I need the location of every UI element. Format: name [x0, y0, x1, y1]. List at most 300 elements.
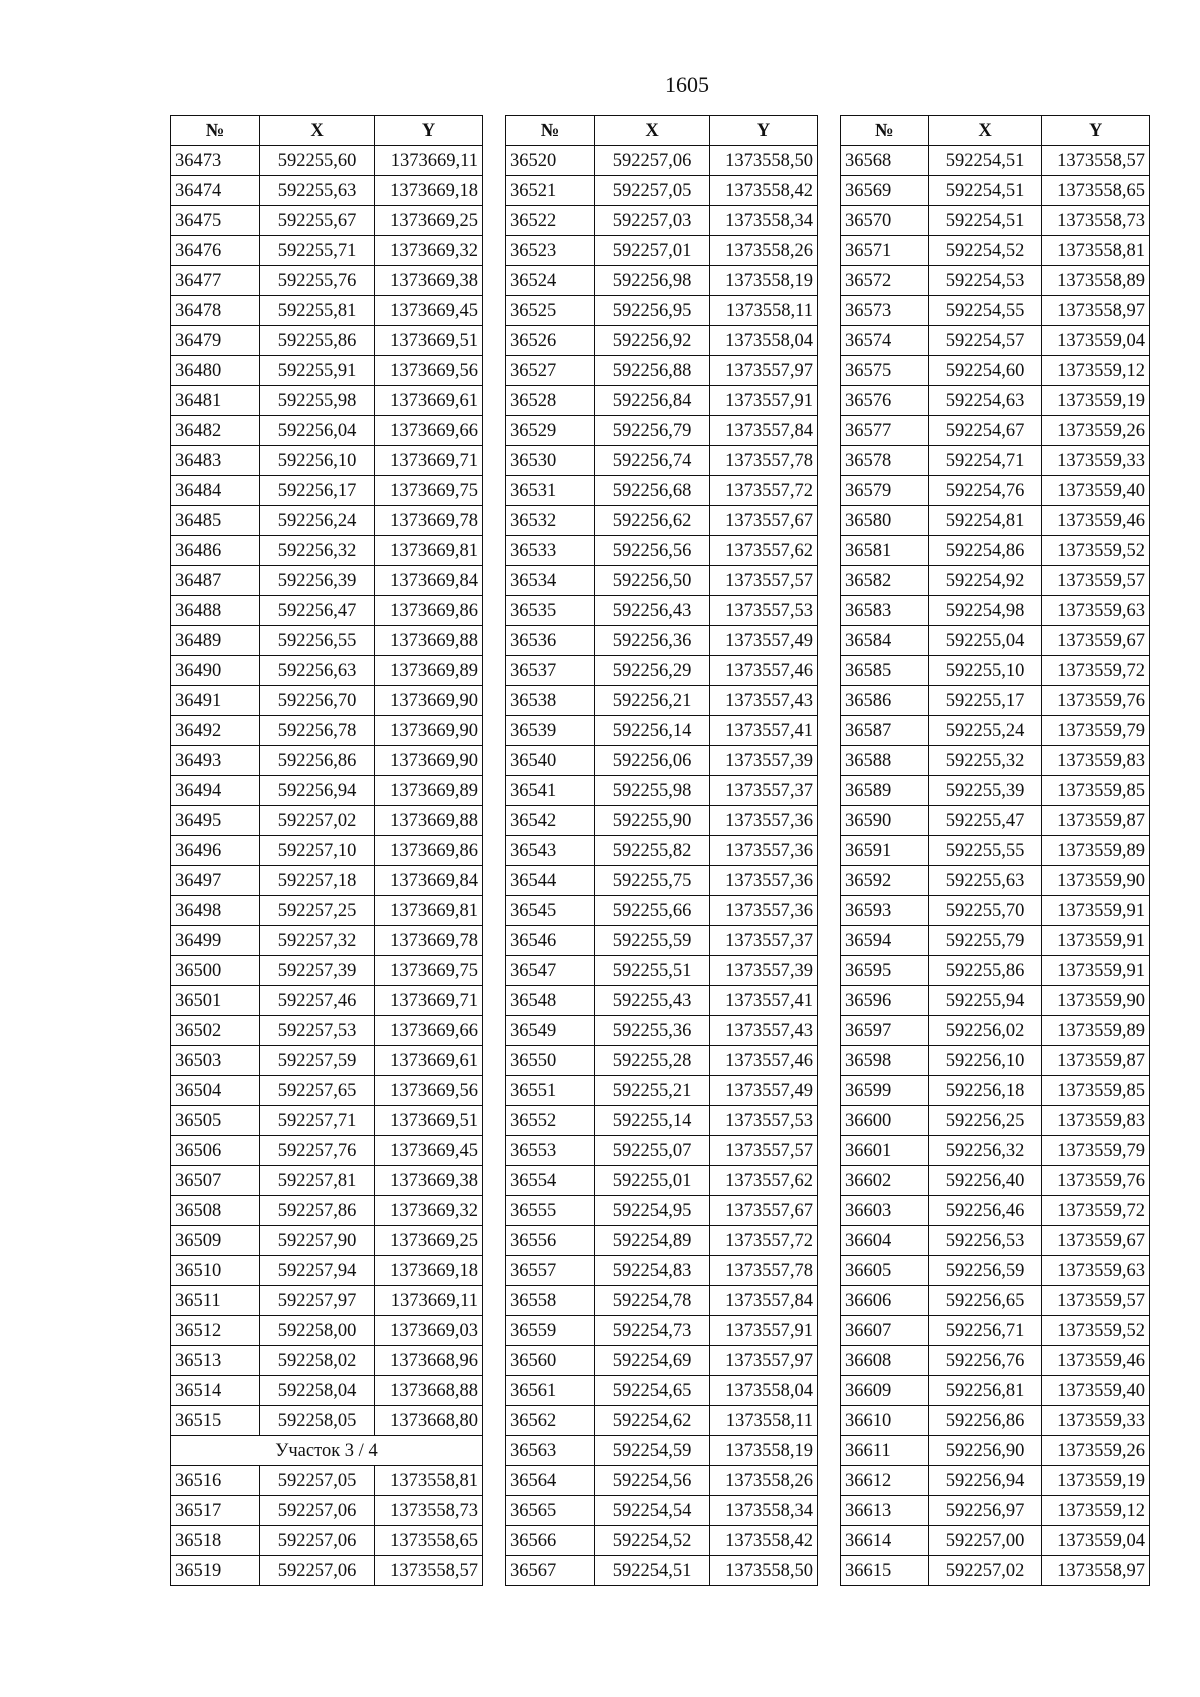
point-number-cell: 36515: [171, 1406, 260, 1436]
y-coordinate-cell: 1373559,83: [1042, 1106, 1150, 1136]
y-coordinate-cell: 1373559,79: [1042, 716, 1150, 746]
x-coordinate-cell: 592256,94: [928, 1466, 1042, 1496]
x-coordinate-cell: 592254,62: [595, 1406, 710, 1436]
x-coordinate-cell: 592254,98: [928, 596, 1042, 626]
point-number-cell: 36478: [171, 296, 260, 326]
y-coordinate-cell: 1373669,11: [375, 1286, 483, 1316]
y-coordinate-cell: 1373669,51: [375, 326, 483, 356]
table-row: [171, 1496, 483, 1526]
x-coordinate-cell: 592256,98: [595, 266, 710, 296]
point-number-cell: 36529: [506, 416, 595, 446]
x-coordinate-cell: 592256,47: [260, 596, 375, 626]
x-coordinate-cell: 592255,76: [260, 266, 375, 296]
point-number-cell: 36583: [841, 596, 929, 626]
point-number-cell: 36527: [506, 356, 595, 386]
x-coordinate-cell: 592256,71: [928, 1316, 1042, 1346]
table-row: [506, 1406, 818, 1436]
y-coordinate-cell: 1373558,11: [710, 1406, 818, 1436]
x-coordinate-cell: 592255,79: [928, 926, 1042, 956]
x-coordinate-cell: 592255,70: [928, 896, 1042, 926]
point-number-cell: 36483: [171, 446, 260, 476]
x-coordinate-cell: 592254,53: [928, 266, 1042, 296]
x-coordinate-cell: 592257,97: [260, 1286, 375, 1316]
point-number-cell: 36603: [841, 1196, 929, 1226]
x-coordinate-cell: 592254,76: [928, 476, 1042, 506]
point-number-cell: 36561: [506, 1376, 595, 1406]
table-row: [506, 866, 818, 896]
x-coordinate-cell: 592255,39: [928, 776, 1042, 806]
point-number-cell: 36614: [841, 1526, 929, 1556]
x-coordinate-cell: 592256,46: [928, 1196, 1042, 1226]
table-row: [506, 1496, 818, 1526]
point-number-cell: 36554: [506, 1166, 595, 1196]
point-number-cell: 36556: [506, 1226, 595, 1256]
x-coordinate-cell: 592254,92: [928, 566, 1042, 596]
x-coordinate-cell: 592256,06: [595, 746, 710, 776]
point-number-cell: 36571: [841, 236, 929, 266]
y-coordinate-cell: 1373669,38: [375, 266, 483, 296]
x-coordinate-cell: 592254,83: [595, 1256, 710, 1286]
x-coordinate-cell: 592254,52: [595, 1526, 710, 1556]
point-number-cell: 36598: [841, 1046, 929, 1076]
table-row: [841, 1316, 1150, 1346]
point-number-cell: 36509: [171, 1226, 260, 1256]
table-row: [841, 1076, 1150, 1106]
y-coordinate-cell: 1373669,78: [375, 926, 483, 956]
table-row: [841, 1196, 1150, 1226]
point-number-cell: 36502: [171, 1016, 260, 1046]
point-number-cell: 36513: [171, 1346, 260, 1376]
table-row: [171, 1226, 483, 1256]
x-coordinate-cell: 592255,81: [260, 296, 375, 326]
table-row: [506, 746, 818, 776]
x-coordinate-cell: 592255,91: [260, 356, 375, 386]
x-coordinate-cell: 592255,36: [595, 1016, 710, 1046]
point-number-cell: 36493: [171, 746, 260, 776]
y-coordinate-cell: 1373669,88: [375, 626, 483, 656]
table-row: [506, 236, 818, 266]
x-coordinate-cell: 592255,63: [928, 866, 1042, 896]
point-number-cell: 36588: [841, 746, 929, 776]
table-row: [841, 1016, 1150, 1046]
y-coordinate-cell: 1373669,11: [375, 146, 483, 176]
y-coordinate-cell: 1373558,26: [710, 236, 818, 266]
y-coordinate-cell: 1373559,76: [1042, 1166, 1150, 1196]
y-coordinate-cell: 1373557,91: [710, 1316, 818, 1346]
point-number-cell: 36532: [506, 506, 595, 536]
point-number-cell: 36498: [171, 896, 260, 926]
x-coordinate-cell: 592257,65: [260, 1076, 375, 1106]
table-row: [841, 626, 1150, 656]
table-row: [841, 1376, 1150, 1406]
table-row: [506, 476, 818, 506]
point-number-cell: 36499: [171, 926, 260, 956]
y-coordinate-cell: 1373557,97: [710, 1346, 818, 1376]
point-number-cell: 36524: [506, 266, 595, 296]
table-row: [841, 356, 1150, 386]
x-coordinate-cell: 592256,97: [928, 1496, 1042, 1526]
x-coordinate-cell: 592255,98: [595, 776, 710, 806]
table-row: [171, 1346, 483, 1376]
point-number-cell: 36552: [506, 1106, 595, 1136]
y-coordinate-cell: 1373558,97: [1042, 296, 1150, 326]
x-coordinate-cell: 592256,76: [928, 1346, 1042, 1376]
point-number-cell: 36565: [506, 1496, 595, 1526]
table-row: [171, 176, 483, 206]
x-coordinate-cell: 592254,71: [928, 446, 1042, 476]
y-coordinate-cell: 1373559,63: [1042, 596, 1150, 626]
table-row: [506, 1106, 818, 1136]
table-row: [506, 896, 818, 926]
y-coordinate-cell: 1373558,73: [1042, 206, 1150, 236]
point-number-cell: 36479: [171, 326, 260, 356]
y-coordinate-cell: 1373557,67: [710, 1196, 818, 1226]
table-row: [841, 1226, 1150, 1256]
y-coordinate-cell: 1373557,62: [710, 536, 818, 566]
table-row: [506, 1376, 818, 1406]
table-row: [506, 326, 818, 356]
point-number-cell: 36496: [171, 836, 260, 866]
table-row: [171, 1046, 483, 1076]
x-coordinate-cell: 592256,86: [260, 746, 375, 776]
y-coordinate-cell: 1373558,50: [710, 146, 818, 176]
point-number-cell: 36548: [506, 986, 595, 1016]
table-row: [171, 296, 483, 326]
point-number-cell: 36604: [841, 1226, 929, 1256]
x-coordinate-cell: 592257,06: [595, 146, 710, 176]
x-coordinate-cell: 592255,04: [928, 626, 1042, 656]
y-coordinate-cell: 1373557,36: [710, 806, 818, 836]
table-row: [171, 746, 483, 776]
y-coordinate-cell: 1373557,67: [710, 506, 818, 536]
x-coordinate-cell: 592257,81: [260, 1166, 375, 1196]
header-number: №: [171, 116, 260, 146]
table-row: [506, 1196, 818, 1226]
table-row: [841, 326, 1150, 356]
point-number-cell: 36560: [506, 1346, 595, 1376]
y-coordinate-cell: 1373559,87: [1042, 1046, 1150, 1076]
header-y: Y: [710, 116, 818, 146]
table-row: [841, 446, 1150, 476]
table-row: [171, 806, 483, 836]
x-coordinate-cell: 592255,63: [260, 176, 375, 206]
table-row: [841, 1556, 1150, 1586]
y-coordinate-cell: 1373669,66: [375, 1016, 483, 1046]
header-number: №: [841, 116, 929, 146]
y-coordinate-cell: 1373557,97: [710, 356, 818, 386]
x-coordinate-cell: 592257,76: [260, 1136, 375, 1166]
y-coordinate-cell: 1373558,34: [710, 1496, 818, 1526]
point-number-cell: 36495: [171, 806, 260, 836]
x-coordinate-cell: 592257,53: [260, 1016, 375, 1046]
point-number-cell: 36482: [171, 416, 260, 446]
table-row: [171, 1286, 483, 1316]
point-number-cell: 36539: [506, 716, 595, 746]
point-number-cell: 36514: [171, 1376, 260, 1406]
table-row: [171, 1526, 483, 1556]
point-number-cell: 36475: [171, 206, 260, 236]
y-coordinate-cell: 1373669,32: [375, 1196, 483, 1226]
table-row: [506, 1556, 818, 1586]
y-coordinate-cell: 1373557,53: [710, 1106, 818, 1136]
x-coordinate-cell: 592255,47: [928, 806, 1042, 836]
y-coordinate-cell: 1373559,19: [1042, 386, 1150, 416]
table-row: [171, 536, 483, 566]
point-number-cell: 36605: [841, 1256, 929, 1286]
y-coordinate-cell: 1373557,37: [710, 776, 818, 806]
table-row: [841, 1286, 1150, 1316]
point-number-cell: 36543: [506, 836, 595, 866]
table-header-row: [506, 116, 818, 146]
table-row: [506, 1076, 818, 1106]
point-number-cell: 36559: [506, 1316, 595, 1346]
y-coordinate-cell: 1373557,41: [710, 716, 818, 746]
y-coordinate-cell: 1373669,61: [375, 1046, 483, 1076]
header-x: X: [928, 116, 1042, 146]
x-coordinate-cell: 592255,14: [595, 1106, 710, 1136]
point-number-cell: 36578: [841, 446, 929, 476]
point-number-cell: 36526: [506, 326, 595, 356]
x-coordinate-cell: 592256,43: [595, 596, 710, 626]
x-coordinate-cell: 592257,00: [928, 1526, 1042, 1556]
y-coordinate-cell: 1373557,49: [710, 626, 818, 656]
x-coordinate-cell: 592256,25: [928, 1106, 1042, 1136]
y-coordinate-cell: 1373669,71: [375, 446, 483, 476]
x-coordinate-cell: 592255,75: [595, 866, 710, 896]
table-row: [506, 416, 818, 446]
table-row: [506, 926, 818, 956]
point-number-cell: 36589: [841, 776, 929, 806]
y-coordinate-cell: 1373559,26: [1042, 1436, 1150, 1466]
point-number-cell: 36550: [506, 1046, 595, 1076]
y-coordinate-cell: 1373559,83: [1042, 746, 1150, 776]
y-coordinate-cell: 1373669,75: [375, 476, 483, 506]
table-row: [171, 1556, 483, 1586]
y-coordinate-cell: 1373557,53: [710, 596, 818, 626]
table-row: [506, 446, 818, 476]
x-coordinate-cell: 592256,02: [928, 1016, 1042, 1046]
y-coordinate-cell: 1373557,72: [710, 1226, 818, 1256]
table-row: [171, 596, 483, 626]
point-number-cell: 36540: [506, 746, 595, 776]
table-row: [171, 626, 483, 656]
y-coordinate-cell: 1373669,56: [375, 1076, 483, 1106]
y-coordinate-cell: 1373669,66: [375, 416, 483, 446]
x-coordinate-cell: 592258,00: [260, 1316, 375, 1346]
point-number-cell: 36486: [171, 536, 260, 566]
x-coordinate-cell: 592257,32: [260, 926, 375, 956]
x-coordinate-cell: 592254,51: [928, 206, 1042, 236]
y-coordinate-cell: 1373559,85: [1042, 1076, 1150, 1106]
point-number-cell: 36534: [506, 566, 595, 596]
x-coordinate-cell: 592256,74: [595, 446, 710, 476]
point-number-cell: 36592: [841, 866, 929, 896]
y-coordinate-cell: 1373559,89: [1042, 1016, 1150, 1046]
x-coordinate-cell: 592257,01: [595, 236, 710, 266]
table-row: [506, 176, 818, 206]
point-number-cell: 36525: [506, 296, 595, 326]
y-coordinate-cell: 1373557,84: [710, 1286, 818, 1316]
point-number-cell: 36553: [506, 1136, 595, 1166]
point-number-cell: 36576: [841, 386, 929, 416]
point-number-cell: 36545: [506, 896, 595, 926]
x-coordinate-cell: 592254,89: [595, 1226, 710, 1256]
table-row: [841, 716, 1150, 746]
point-number-cell: 36566: [506, 1526, 595, 1556]
page-number: 1605: [665, 72, 709, 97]
table-row: [506, 686, 818, 716]
point-number-cell: 36551: [506, 1076, 595, 1106]
table-row: [506, 1226, 818, 1256]
table-row: [506, 776, 818, 806]
y-coordinate-cell: 1373558,50: [710, 1556, 818, 1586]
table-row: [841, 386, 1150, 416]
x-coordinate-cell: 592256,39: [260, 566, 375, 596]
table-row: [841, 806, 1150, 836]
point-number-cell: 36610: [841, 1406, 929, 1436]
table-row: [506, 266, 818, 296]
point-number-cell: 36508: [171, 1196, 260, 1226]
x-coordinate-cell: 592256,04: [260, 416, 375, 446]
table-row: [841, 926, 1150, 956]
point-number-cell: 36494: [171, 776, 260, 806]
x-coordinate-cell: 592255,28: [595, 1046, 710, 1076]
x-coordinate-cell: 592257,06: [260, 1526, 375, 1556]
y-coordinate-cell: 1373669,18: [375, 176, 483, 206]
y-coordinate-cell: 1373668,96: [375, 1346, 483, 1376]
point-number-cell: 36584: [841, 626, 929, 656]
table-row: [171, 506, 483, 536]
coordinate-table-3: [840, 115, 1150, 1586]
y-coordinate-cell: 1373558,34: [710, 206, 818, 236]
point-number-cell: 36474: [171, 176, 260, 206]
table-row: [841, 536, 1150, 566]
table-row: [171, 146, 483, 176]
table-row: [841, 656, 1150, 686]
x-coordinate-cell: 592254,55: [928, 296, 1042, 326]
table-row: [841, 1256, 1150, 1286]
table-row: [506, 1166, 818, 1196]
point-number-cell: 36613: [841, 1496, 929, 1526]
point-number-cell: 36504: [171, 1076, 260, 1106]
y-coordinate-cell: 1373559,04: [1042, 326, 1150, 356]
point-number-cell: 36594: [841, 926, 929, 956]
table-row: [841, 476, 1150, 506]
x-coordinate-cell: 592257,39: [260, 956, 375, 986]
point-number-cell: 36577: [841, 416, 929, 446]
y-coordinate-cell: 1373557,46: [710, 1046, 818, 1076]
table-row: [841, 1526, 1150, 1556]
table-row: [841, 1136, 1150, 1166]
x-coordinate-cell: 592256,68: [595, 476, 710, 506]
point-number-cell: 36586: [841, 686, 929, 716]
table-row: [506, 956, 818, 986]
point-number-cell: 36570: [841, 206, 929, 236]
table-row: [171, 1196, 483, 1226]
point-number-cell: 36528: [506, 386, 595, 416]
point-number-cell: 36567: [506, 1556, 595, 1586]
y-coordinate-cell: 1373559,40: [1042, 1376, 1150, 1406]
point-number-cell: 36615: [841, 1556, 929, 1586]
point-number-cell: 36484: [171, 476, 260, 506]
point-number-cell: 36575: [841, 356, 929, 386]
x-coordinate-cell: 592256,90: [928, 1436, 1042, 1466]
y-coordinate-cell: 1373669,84: [375, 566, 483, 596]
y-coordinate-cell: 1373558,42: [710, 176, 818, 206]
point-number-cell: 36562: [506, 1406, 595, 1436]
y-coordinate-cell: 1373559,79: [1042, 1136, 1150, 1166]
point-number-cell: 36544: [506, 866, 595, 896]
x-coordinate-cell: 592254,57: [928, 326, 1042, 356]
x-coordinate-cell: 592256,29: [595, 656, 710, 686]
x-coordinate-cell: 592254,95: [595, 1196, 710, 1226]
table-row: [841, 686, 1150, 716]
point-number-cell: 36533: [506, 536, 595, 566]
table-row: [841, 266, 1150, 296]
y-coordinate-cell: 1373559,12: [1042, 1496, 1150, 1526]
point-number-cell: 36582: [841, 566, 929, 596]
x-coordinate-cell: 592255,66: [595, 896, 710, 926]
point-number-cell: 36530: [506, 446, 595, 476]
point-number-cell: 36510: [171, 1256, 260, 1286]
point-number-cell: 36597: [841, 1016, 929, 1046]
table-row: [506, 1046, 818, 1076]
x-coordinate-cell: 592257,06: [260, 1556, 375, 1586]
table-row: [171, 1016, 483, 1046]
y-coordinate-cell: 1373669,81: [375, 536, 483, 566]
y-coordinate-cell: 1373558,04: [710, 1376, 818, 1406]
x-coordinate-cell: 592256,36: [595, 626, 710, 656]
table-row: [506, 1136, 818, 1166]
table-row: [506, 986, 818, 1016]
y-coordinate-cell: 1373669,03: [375, 1316, 483, 1346]
y-coordinate-cell: 1373669,86: [375, 596, 483, 626]
table-row: [506, 1526, 818, 1556]
x-coordinate-cell: 592255,94: [928, 986, 1042, 1016]
x-coordinate-cell: 592254,63: [928, 386, 1042, 416]
x-coordinate-cell: 592254,54: [595, 1496, 710, 1526]
x-coordinate-cell: 592256,88: [595, 356, 710, 386]
x-coordinate-cell: 592257,06: [260, 1496, 375, 1526]
table-row: [171, 776, 483, 806]
table-row: [506, 1346, 818, 1376]
x-coordinate-cell: 592255,07: [595, 1136, 710, 1166]
x-coordinate-cell: 592256,79: [595, 416, 710, 446]
y-coordinate-cell: 1373559,87: [1042, 806, 1150, 836]
x-coordinate-cell: 592255,82: [595, 836, 710, 866]
x-coordinate-cell: 592255,59: [595, 926, 710, 956]
y-coordinate-cell: 1373669,56: [375, 356, 483, 386]
y-coordinate-cell: 1373669,88: [375, 806, 483, 836]
table-row: [841, 566, 1150, 596]
y-coordinate-cell: 1373557,39: [710, 746, 818, 776]
y-coordinate-cell: 1373558,57: [375, 1556, 483, 1586]
point-number-cell: 36574: [841, 326, 929, 356]
x-coordinate-cell: 592256,32: [928, 1136, 1042, 1166]
header-x: X: [595, 116, 710, 146]
y-coordinate-cell: 1373559,52: [1042, 536, 1150, 566]
x-coordinate-cell: 592256,94: [260, 776, 375, 806]
y-coordinate-cell: 1373669,45: [375, 296, 483, 326]
table-row: [171, 1406, 483, 1436]
y-coordinate-cell: 1373669,81: [375, 896, 483, 926]
point-number-cell: 36541: [506, 776, 595, 806]
x-coordinate-cell: 592257,03: [595, 206, 710, 236]
table-row: [841, 416, 1150, 446]
x-coordinate-cell: 592256,70: [260, 686, 375, 716]
y-coordinate-cell: 1373559,85: [1042, 776, 1150, 806]
table-row: [171, 1316, 483, 1346]
